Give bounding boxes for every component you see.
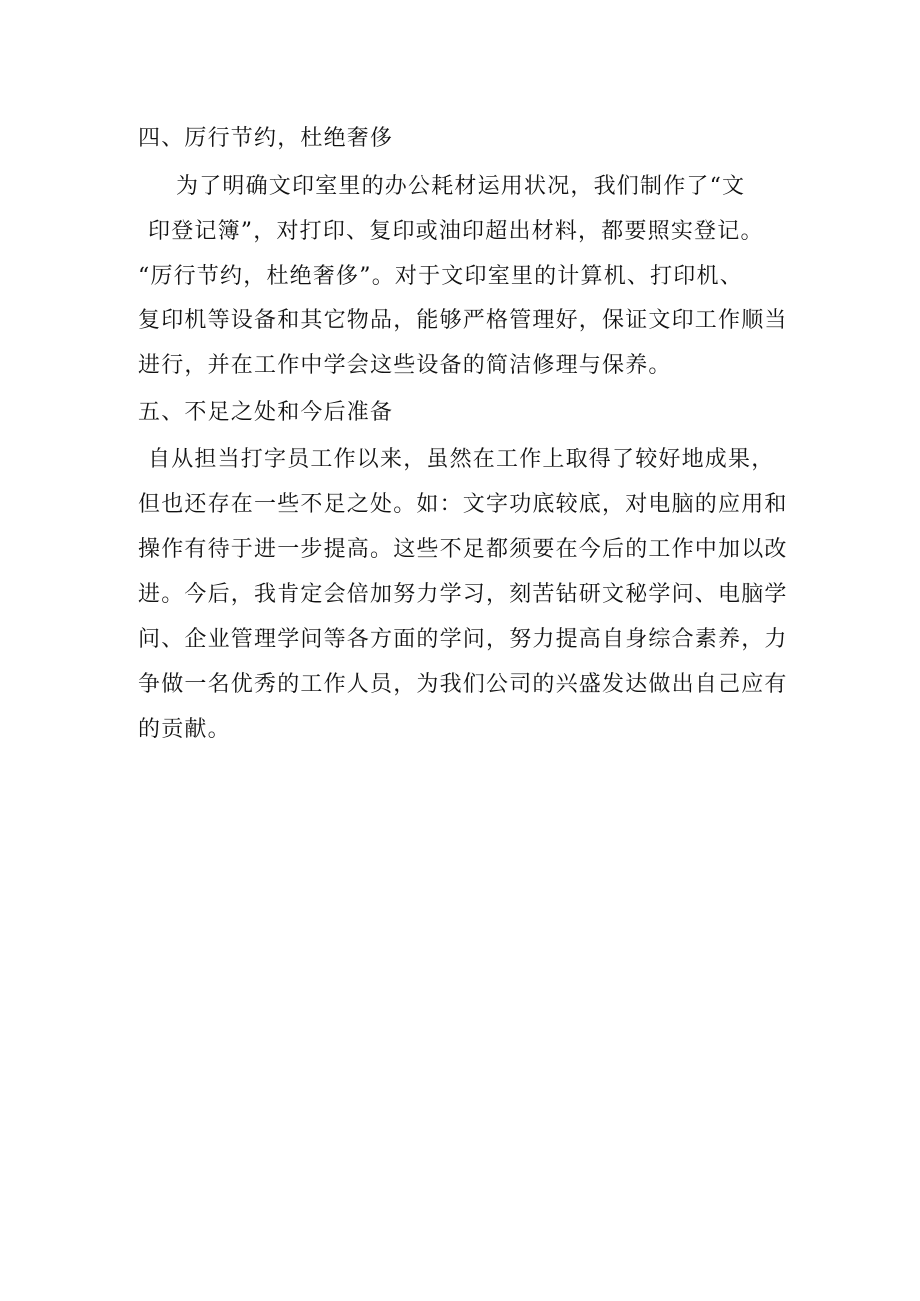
paragraph-line: 操作有待于进一步提高。这些不足都须要在今后的工作中加以改 bbox=[138, 537, 788, 562]
paragraph-line: 争做一名优秀的工作人员，为我们公司的兴盛发达做出自己应有 bbox=[138, 672, 788, 697]
paragraph-line: 自从担当打字员工作以来，虽然在工作上取得了较好地成果， bbox=[148, 447, 775, 472]
paragraph-line: 进行，并在工作中学会这些设备的简洁修理与保养。 bbox=[138, 353, 672, 378]
paragraph-line: 的贡献。 bbox=[138, 717, 231, 742]
section-heading-4: 四、厉行节约，杜绝奢侈 bbox=[138, 126, 394, 151]
paragraph-line: 印登记簿”，对打印、复印或油印超出材料，都要照实登记。 bbox=[148, 219, 764, 244]
paragraph-line: 但也还存在一些不足之处。如：文字功底较底，对电脑的应用和 bbox=[138, 492, 788, 517]
paragraph-line: 问、企业管理学问等各方面的学问，努力提高自身综合素养，力 bbox=[138, 627, 788, 652]
section-heading-5: 五、不足之处和今后准备 bbox=[138, 400, 394, 425]
paragraph-line: 复印机等设备和其它物品，能够严格管理好，保证文印工作顺当 bbox=[138, 308, 788, 333]
paragraph-line: 进。今后，我肯定会倍加努力学习，刻苦钻研文秘学问、电脑学 bbox=[138, 582, 788, 607]
paragraph-line: 为了明确文印室里的办公耗材运用状况，我们制作了“文 bbox=[176, 174, 746, 199]
paragraph-line: “厉行节约，杜绝奢侈”。对于文印室里的计算机、打印机、 bbox=[138, 264, 743, 289]
